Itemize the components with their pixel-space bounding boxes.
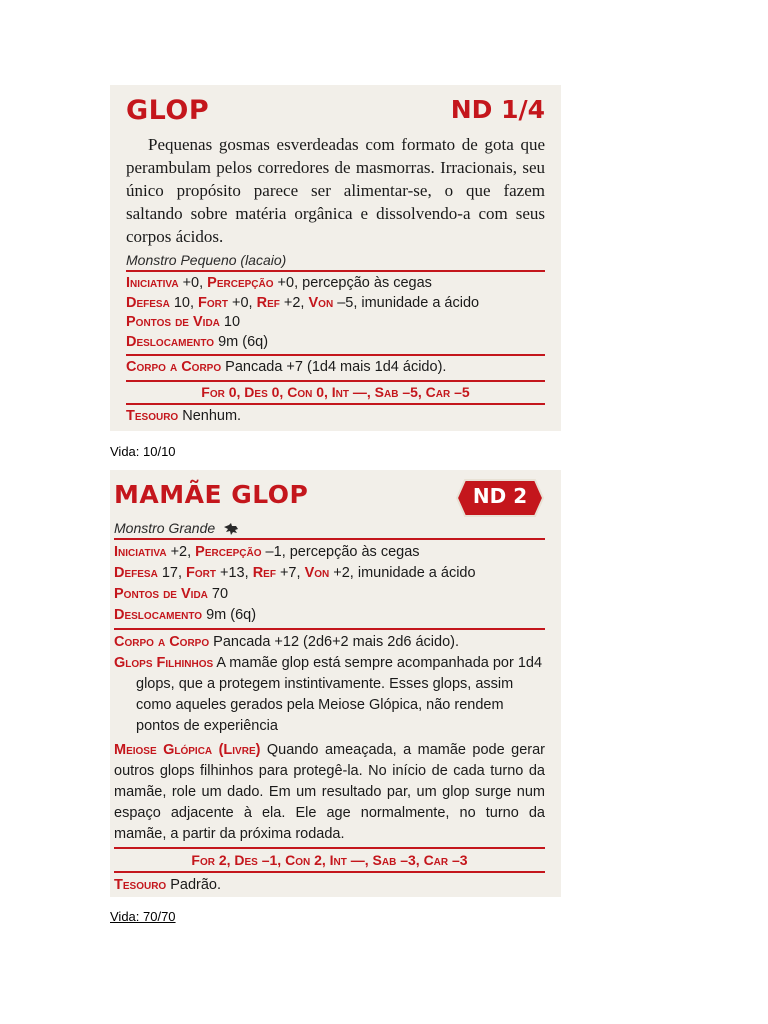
hit-points-label: Pontos de Vida xyxy=(114,586,208,602)
ref-label: Ref xyxy=(256,294,280,311)
von-label: Von xyxy=(304,565,330,581)
ability-glops-filhinhos xyxy=(114,653,545,737)
hit-points-label: Pontos de Vida xyxy=(126,314,220,330)
hp-tracker-glop: Vida: 10/10 xyxy=(110,444,176,459)
ability-label: Glops Filhinhos xyxy=(114,655,214,671)
perception-value: +0, percepção às cegas xyxy=(273,275,432,291)
defense-label: Defesa xyxy=(114,565,158,581)
hit-points-line xyxy=(114,584,545,605)
creature-type-line xyxy=(114,520,545,536)
melee-value: Pancada +7 (1d4 mais 1d4 ácido). xyxy=(221,359,447,375)
creature-name: MAMÃE GLOP xyxy=(114,480,309,509)
defense-value: 10, xyxy=(169,294,199,311)
melee-label: Corpo a Corpo xyxy=(126,359,222,375)
treasure-label: Tesouro xyxy=(126,407,179,424)
ref-value: +7, xyxy=(275,565,305,581)
movement-value: 9m (6q) xyxy=(214,333,269,350)
melee-label: Corpo a Corpo xyxy=(114,634,210,650)
defense-label: Defesa xyxy=(126,294,170,311)
movement-label: Deslocamento xyxy=(114,607,203,623)
ability-text: A mamãe glop está sempre acompanhada por 1d4 glops, que a protegem instintivamente. Esses glops, assim como aqueles gerados pela Meiose Glópica, não rendem pontos de experiência xyxy=(136,655,543,734)
von-label: Von xyxy=(308,294,334,311)
divider xyxy=(114,871,545,873)
fort-label: Fort xyxy=(186,565,216,581)
creature-description: Pequenas gosmas esverdeadas com formato de gota que perambulam pelos corredores de masmorras. Irracionais, seu único propósito parece ser alimentar-se, o que fazem saltando sobre matéria orgânica e dissolvendo-a com seus corpos ácidos. xyxy=(126,135,545,246)
initiative-value: +0, xyxy=(178,275,208,291)
stat-block-header xyxy=(126,95,545,131)
ability-text: Quando ameaçada, a mamãe pode gerar outros glops filhinhos para protegê-la. No início de cada turno da mamãe, role um dado. Em um resultado par, um glop surge num espaço adjacente à ela. Ele age normalmente, no turno da mamãe, a partir da próxima rodada. xyxy=(114,742,545,842)
treasure-value: Nenhum. xyxy=(178,407,242,424)
creature-type: Monstro Grande xyxy=(114,520,216,536)
fort-label: Fort xyxy=(198,294,228,311)
perception-value: –1, percepção às cegas xyxy=(261,544,420,560)
von-value: –5, imunidade a ácido xyxy=(333,294,480,311)
attributes-line: For 2, Des –1, Con 2, Int —, Sab –3, Car –3 xyxy=(191,852,468,868)
challenge-badge xyxy=(455,478,545,518)
treasure-line xyxy=(114,875,545,896)
initiative-value: +2, xyxy=(166,544,196,560)
melee-value: Pancada +12 (2d6+2 mais 2d6 ácido). xyxy=(209,634,460,650)
movement-label: Deslocamento xyxy=(126,333,215,350)
divider xyxy=(126,270,545,272)
ref-label: Ref xyxy=(252,565,276,581)
perception-label: Percepção xyxy=(195,544,262,560)
fort-value: +13, xyxy=(216,565,253,581)
hp-tracker-mamae-glop: Vida: 70/70 xyxy=(110,909,176,924)
initiative-line xyxy=(126,274,545,294)
von-value: +2, imunidade a ácido xyxy=(329,565,476,581)
movement-line xyxy=(126,333,545,353)
dragon-icon xyxy=(223,523,239,536)
defense-value: 17, xyxy=(157,565,187,581)
initiative-line xyxy=(114,542,545,563)
hit-points-value: 70 xyxy=(207,586,229,602)
ability-meiose-glopica xyxy=(114,740,545,845)
initiative-label: Iniciativa xyxy=(126,275,179,291)
movement-value: 9m (6q) xyxy=(202,607,257,623)
treasure-label: Tesouro xyxy=(114,877,167,893)
treasure-line xyxy=(126,407,545,427)
divider xyxy=(114,628,545,630)
melee-line xyxy=(114,632,545,653)
hit-points-value: 10 xyxy=(219,314,241,330)
creature-name: GLOP xyxy=(126,95,210,126)
challenge-level: ND 1/4 xyxy=(450,95,545,124)
glop-stat-block xyxy=(110,85,561,431)
challenge-level: ND 2 xyxy=(472,484,528,508)
fort-value: +0, xyxy=(228,294,257,311)
ability-label: Meiose Glópica (Livre) xyxy=(114,742,261,758)
hit-points-line xyxy=(126,313,545,333)
defense-line xyxy=(114,563,545,584)
initiative-label: Iniciativa xyxy=(114,544,167,560)
divider xyxy=(126,403,545,405)
divider xyxy=(126,354,545,356)
treasure-value: Padrão. xyxy=(166,877,222,893)
creature-type: Monstro Pequeno (lacaio) xyxy=(126,252,287,268)
defense-line xyxy=(126,294,545,314)
melee-line xyxy=(126,358,545,378)
movement-line xyxy=(114,605,545,626)
mamae-glop-stat-block xyxy=(110,470,561,897)
divider xyxy=(114,538,545,540)
perception-label: Percepção xyxy=(207,275,274,291)
attributes-line: For 0, Des 0, Con 0, Int —, Sab –5, Car –5 xyxy=(201,383,470,400)
ref-value: +2, xyxy=(279,294,309,311)
stat-block-header xyxy=(114,478,545,520)
